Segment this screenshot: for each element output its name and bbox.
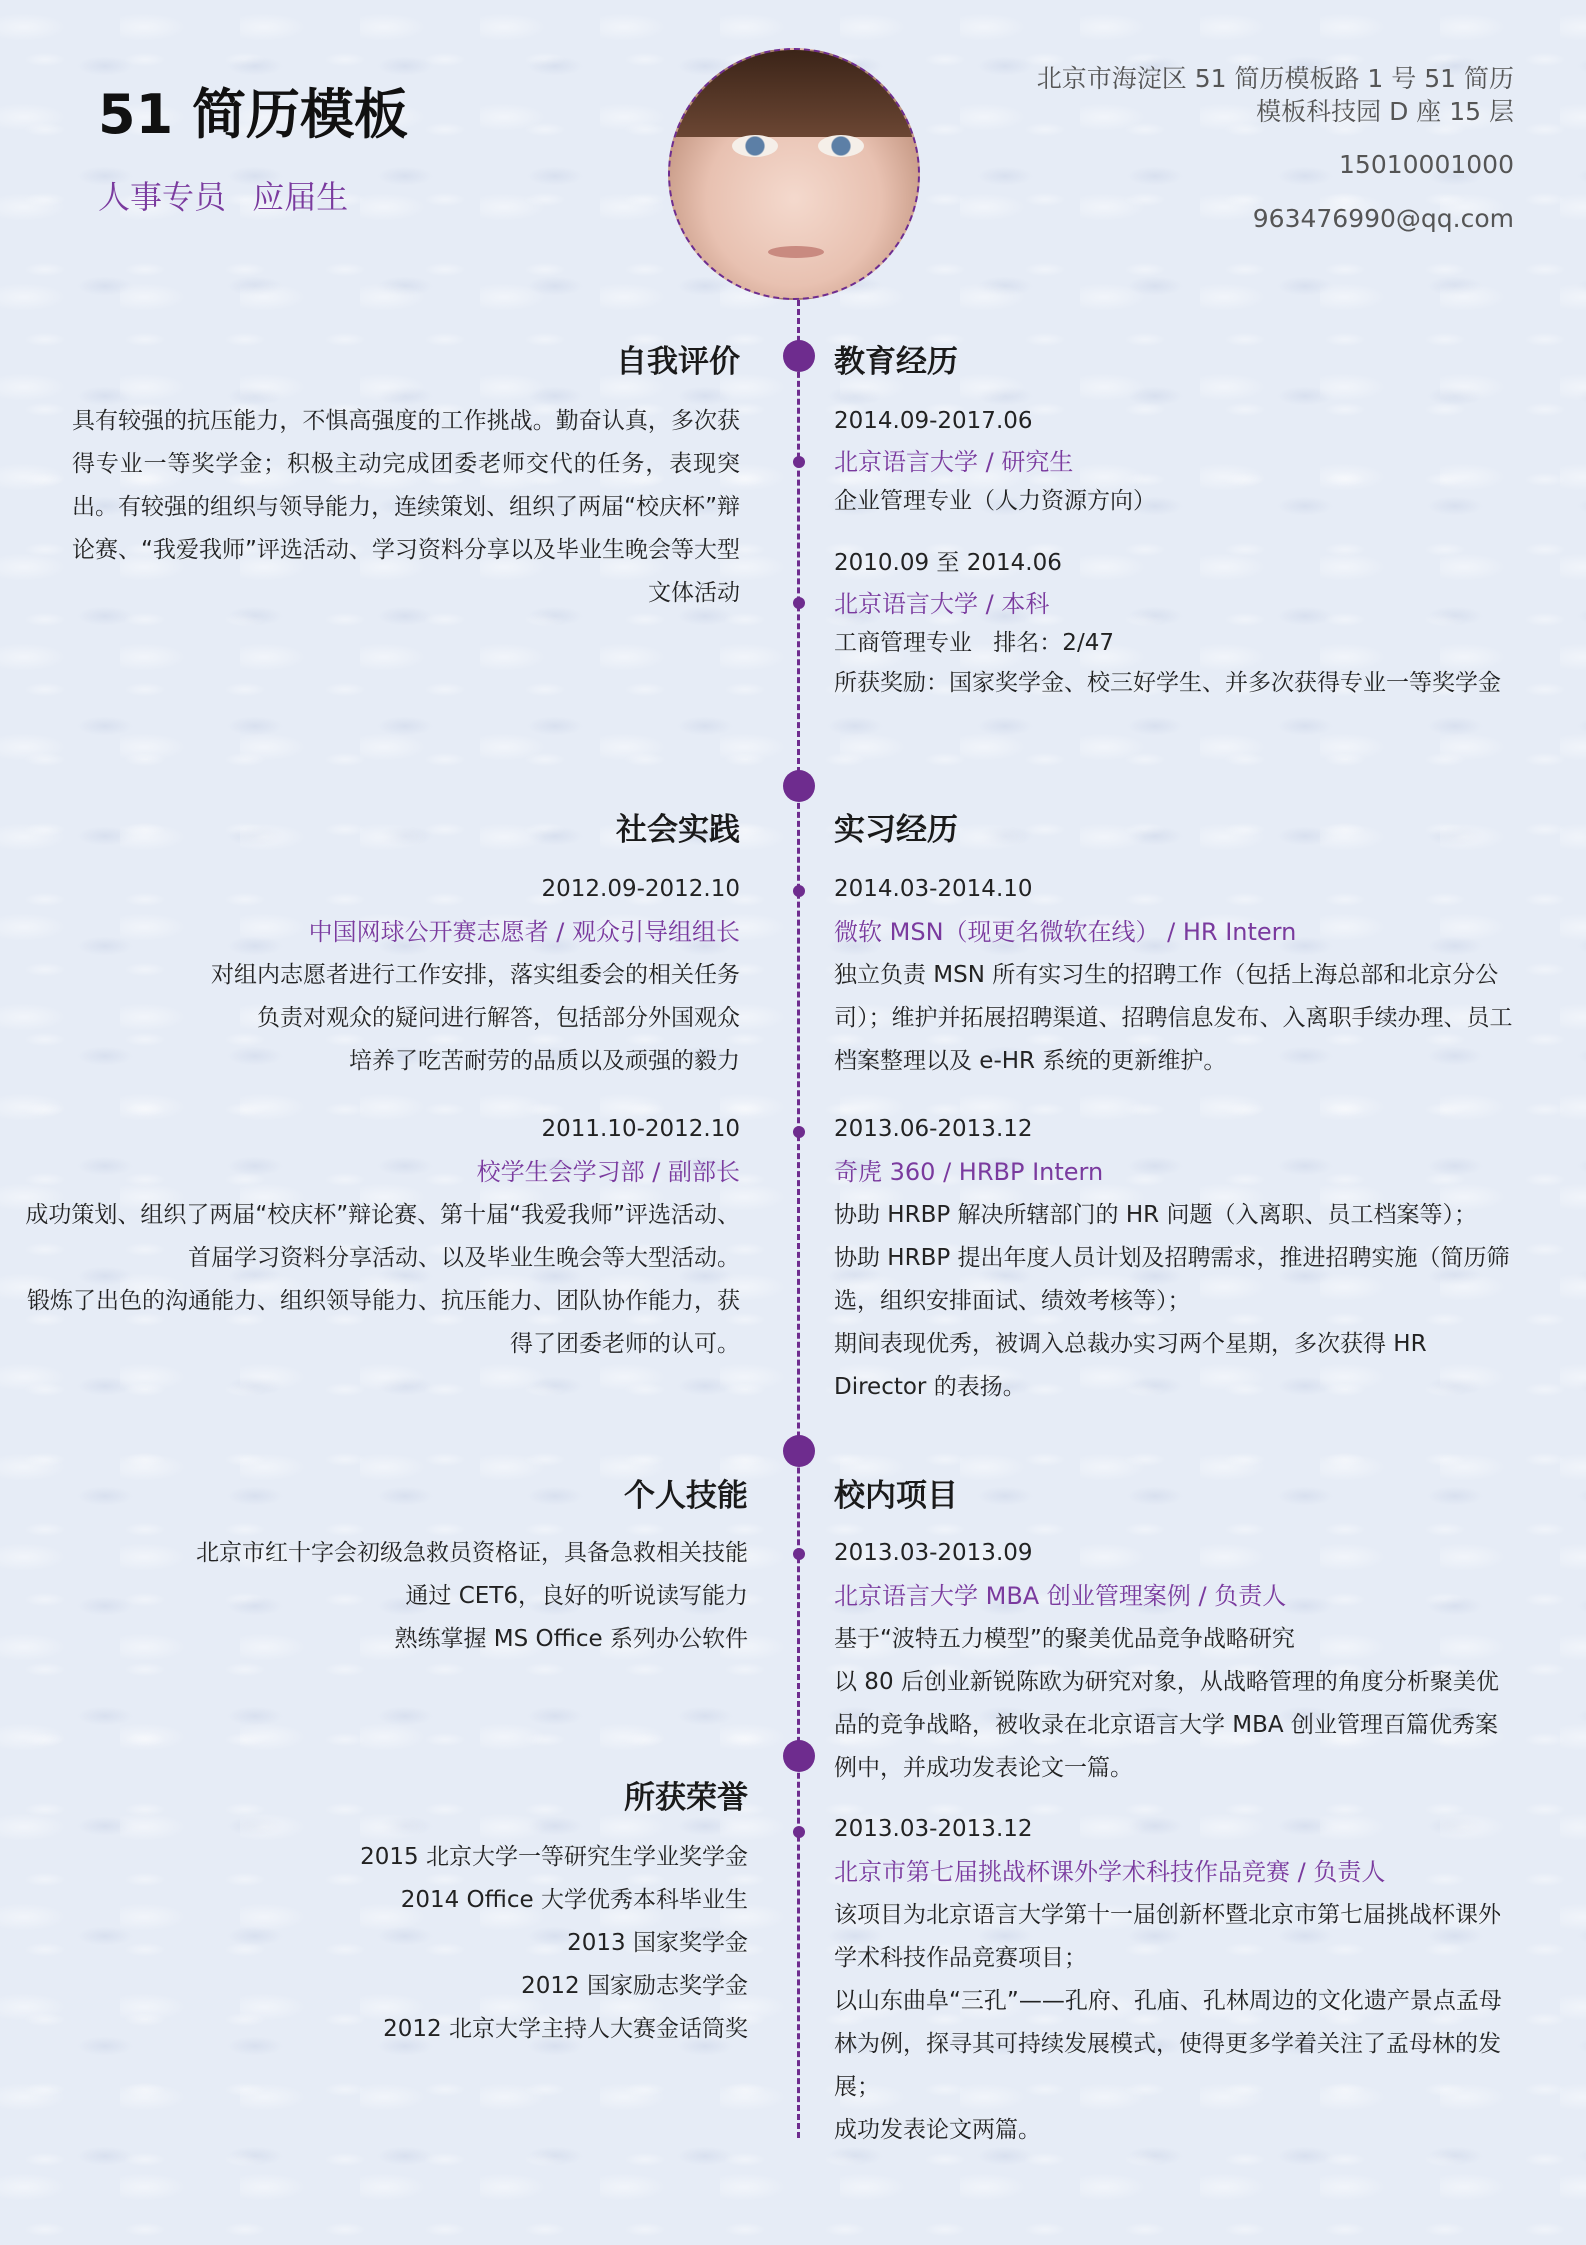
social-line: 对组内志愿者进行工作安排，落实组委会的相关任务	[211, 962, 740, 988]
intern-item	[834, 868, 1514, 1083]
edu-date: 2010.09 至 2014.06	[834, 550, 1062, 576]
project-item	[834, 1808, 1514, 2152]
intern-org: 奇虎 360 / HRBP Intern	[834, 1158, 1104, 1186]
project-date: 2013.03-2013.09	[834, 1540, 1033, 1566]
social-org: 校学生会学习部 / 副部长	[476, 1158, 740, 1186]
intern-line: 期间表现优秀，被调入总裁办实习两个星期，多次获得 HR Director 的表扬。	[834, 1331, 1427, 1400]
intern-heading: 实习经历	[834, 812, 958, 848]
project-line: 以山东曲阜“三孔”——孔府、孔庙、孔林周边的文化遗产景点孟母林为例，探寻其可持续发展模式，使得更多学着关注了孟母林的发展；	[834, 1988, 1502, 2100]
edu-line: 工商管理专业 排名：2/47	[834, 630, 1114, 656]
social-line: 成功策划、组织了两届“校庆杯”辩论赛、第十届“我爱我师”评选活动、首届学习资料分享活动、以及毕业生晚会等大型活动。	[25, 1202, 740, 1271]
social-item	[20, 868, 740, 1083]
social-date: 2012.09-2012.10	[541, 876, 740, 902]
social-line: 培养了吃苦耐劳的品质以及顽强的毅力	[349, 1048, 740, 1074]
social-heading: 社会实践	[616, 812, 740, 848]
honors-list	[360, 1836, 748, 2051]
education-item	[834, 400, 1514, 521]
edu-date: 2014.09-2017.06	[834, 408, 1033, 434]
project-date: 2013.03-2013.12	[834, 1816, 1033, 1842]
skills-heading: 个人技能	[624, 1478, 748, 1514]
phone: 15010001000	[1339, 150, 1514, 179]
social-item	[20, 1108, 740, 1366]
timeline-node	[783, 1740, 815, 1772]
intern-date: 2013.06-2013.12	[834, 1116, 1033, 1142]
resume-name: 51 简历模板	[98, 83, 408, 146]
honor-item: 2013 国家奖学金	[567, 1930, 748, 1956]
address: 北京市海淀区 51 简历模板路 1 号 51 简历模板科技园 D 座 15 层	[1036, 64, 1514, 126]
email: 963476990@qq.com	[1252, 204, 1514, 233]
project-org: 北京语言大学 MBA 创业管理案例 / 负责人	[834, 1582, 1287, 1610]
project-line: 成功发表论文两篇。	[834, 2117, 1041, 2143]
skills-list	[196, 1532, 748, 1661]
timeline-marker	[793, 1548, 805, 1560]
social-line: 负责对观众的疑问进行解答，包括部分外国观众	[257, 1005, 740, 1031]
skill-item: 通过 CET6，良好的听说读写能力	[405, 1583, 748, 1609]
timeline-marker	[793, 597, 805, 609]
timeline-marker	[793, 1826, 805, 1838]
honor-item: 2014 Office 大学优秀本科毕业生	[400, 1887, 748, 1913]
skill-item: 北京市红十字会初级急救员资格证，具备急救相关技能	[196, 1540, 748, 1566]
honor-item: 2015 北京大学一等研究生学业奖学金	[360, 1844, 748, 1870]
edu-line: 所获奖励：国家奖学金、校三好学生、并多次获得专业一等奖学金	[834, 670, 1501, 696]
skill-item: 熟练掌握 MS Office 系列办公软件	[394, 1626, 748, 1652]
profile-photo	[668, 48, 920, 300]
timeline-node	[783, 340, 815, 372]
self-eval-text: 具有较强的抗压能力，不惧高强度的工作挑战。勤奋认真，多次获得专业一等奖学金；积极主动完成团委老师交代的任务，表现突出。有较强的组织与领导能力，连续策划、组织了两届“校庆杯”辩论赛、“我爱我师”评选活动、学习资料分享以及毕业生晚会等大型文体活动	[72, 408, 740, 606]
project-line: 基于“波特五力模型”的聚美优品竞争战略研究	[834, 1626, 1295, 1652]
timeline-node	[783, 770, 815, 802]
timeline-line	[797, 300, 800, 2138]
project-org: 北京市第七届挑战杯课外学术科技作品竞赛 / 负责人	[834, 1858, 1386, 1886]
edu-school: 北京语言大学 / 研究生	[834, 448, 1074, 476]
job-title: 人事专员	[98, 178, 227, 216]
project-line: 该项目为北京语言大学第十一届创新杯暨北京市第七届挑战杯课外学术科技作品竞赛项目；	[834, 1902, 1501, 1971]
social-line: 锻炼了出色的沟通能力、组织领导能力、抗压能力、团队协作能力，获得了团委老师的认可。	[27, 1288, 740, 1357]
honors-heading: 所获荣誉	[624, 1780, 748, 1816]
intern-line: 协助 HRBP 提出年度人员计划及招聘需求，推进招聘实施（简历筛选，组织安排面试、绩效考核等）；	[834, 1245, 1510, 1314]
timeline-node	[783, 1435, 815, 1467]
honor-item: 2012 北京大学主持人大赛金话筒奖	[383, 2016, 748, 2042]
education-item	[834, 542, 1514, 703]
intern-line: 协助 HRBP 解决所辖部门的 HR 问题（入离职、员工档案等）；	[834, 1202, 1477, 1228]
intern-org: 微软 MSN（现更名微软在线） / HR Intern	[834, 918, 1297, 946]
intern-line: 独立负责 MSN 所有实习生的招聘工作（包括上海总部和北京分公司）；维护并拓展招聘渠道、招聘信息发布、入离职手续办理、员工档案整理以及 e-HR 系统的更新维护。	[834, 962, 1513, 1074]
edu-line: 企业管理专业（人力资源方向）	[834, 488, 1156, 514]
intern-item	[834, 1108, 1514, 1409]
social-org: 中国网球公开赛志愿者 / 观众引导组组长	[308, 918, 740, 946]
self-eval-heading: 自我评价	[616, 344, 740, 380]
social-date: 2011.10-2012.10	[541, 1116, 740, 1142]
honor-item: 2012 国家励志奖学金	[521, 1973, 748, 1999]
timeline-marker	[793, 885, 805, 897]
education-heading: 教育经历	[834, 344, 958, 380]
timeline-marker	[793, 456, 805, 468]
job-titles	[98, 172, 348, 218]
project-item	[834, 1532, 1514, 1790]
timeline-marker	[793, 1126, 805, 1138]
job-status: 应届生	[252, 178, 349, 216]
project-line: 以 80 后创业新锐陈欧为研究对象，从战略管理的角度分析聚美优品的竞争战略，被收录在北京语言大学 MBA 创业管理百篇优秀案例中，并成功发表论文一篇。	[834, 1669, 1499, 1781]
intern-date: 2014.03-2014.10	[834, 876, 1033, 902]
edu-school: 北京语言大学 / 本科	[834, 590, 1050, 618]
projects-heading: 校内项目	[834, 1478, 958, 1514]
